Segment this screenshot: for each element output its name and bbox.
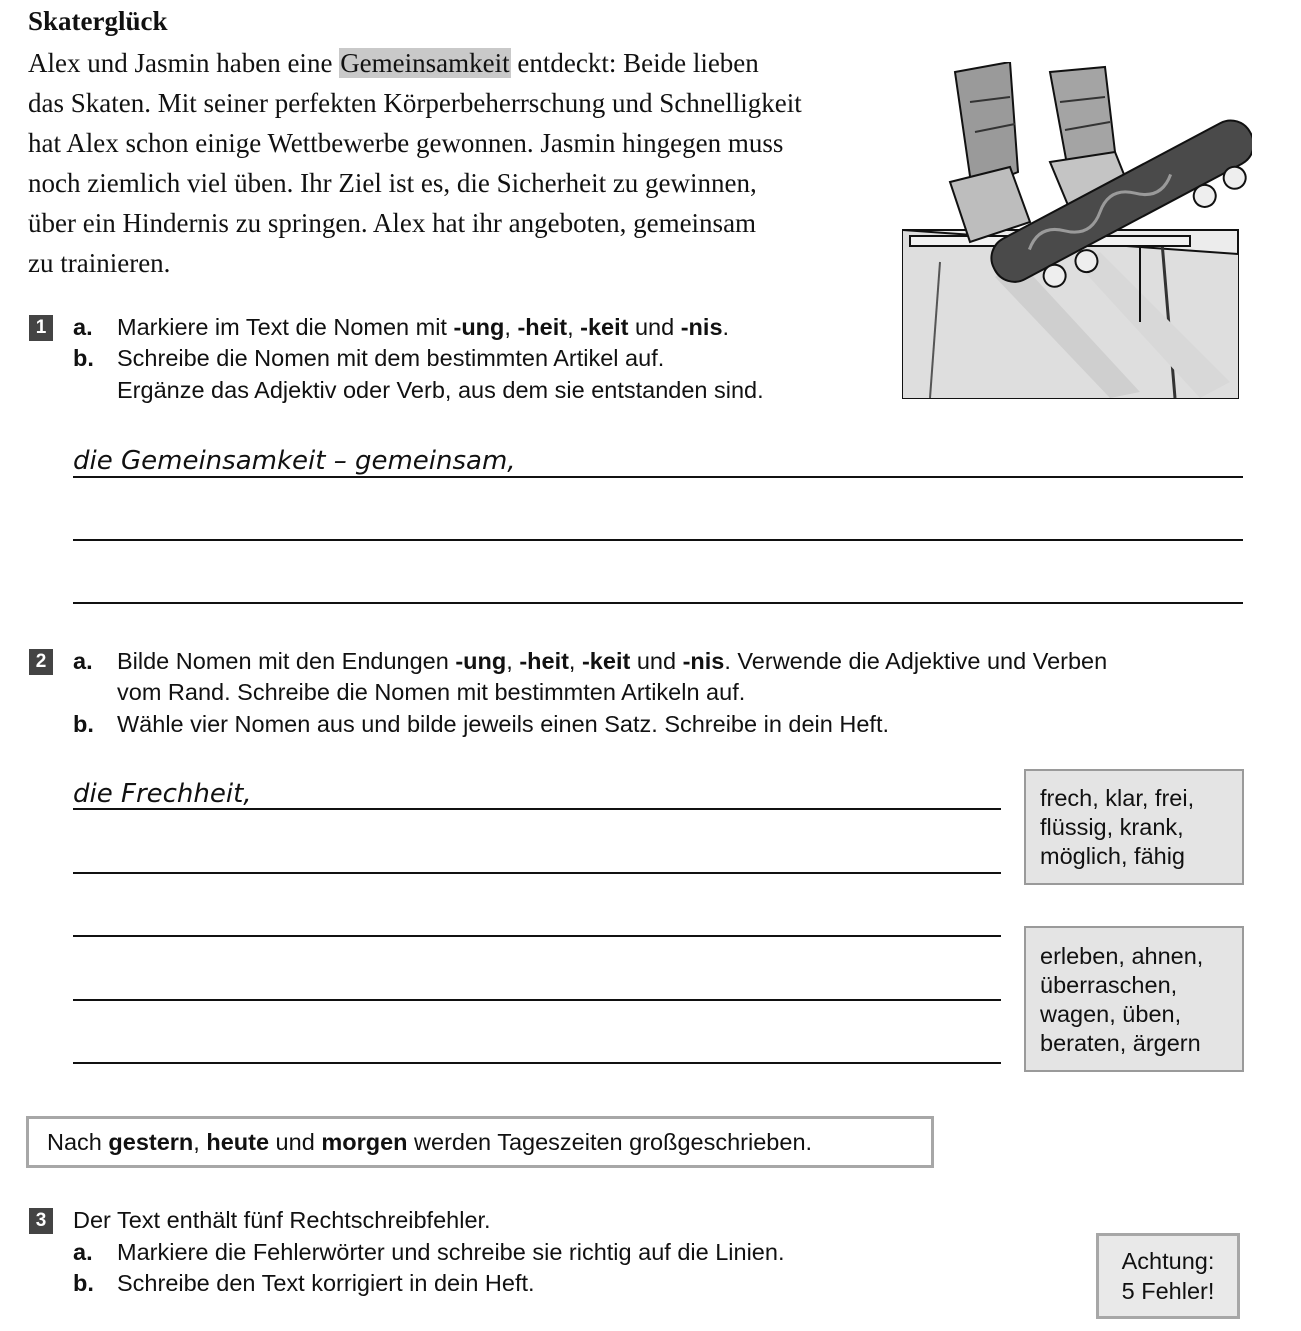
task-text: [117, 312, 729, 342]
answer-line[interactable]: [73, 1062, 1001, 1064]
task-text: Wähle vier Nomen aus und bilde jeweils einen Satz. Schreibe in dein Heft.: [117, 711, 890, 737]
warning-box: [1096, 1233, 1240, 1319]
task-text-segment: ,: [506, 648, 520, 674]
task-number-2: 2: [29, 649, 53, 675]
ending-heit: -heit: [517, 314, 568, 340]
task-text-segment: und: [630, 648, 683, 674]
example-answer-2: die Frechheit,: [73, 779, 252, 809]
word-box-line: flüssig, krank,: [1040, 814, 1184, 840]
task2-b: [73, 709, 890, 739]
task-label: b.: [73, 345, 94, 371]
task-label: a.: [73, 1239, 93, 1265]
warning-line: 5 Fehler!: [1121, 1278, 1215, 1304]
word-box-adjectives: [1024, 769, 1244, 885]
task-text-segment: ,: [568, 648, 582, 674]
task-label: a.: [73, 314, 93, 340]
task-text: Schreibe den Text korrigiert in dein Heft.: [117, 1270, 535, 1296]
task-text: vom Rand. Schreibe die Nomen mit bestimmten Artikeln auf.: [117, 679, 746, 705]
rule-keyword: heute: [206, 1129, 270, 1155]
task-text: [117, 646, 1107, 676]
task-text-segment: ,: [567, 314, 581, 340]
word-box-line: möglich, fähig: [1040, 843, 1185, 869]
highlighted-word: Gemeinsamkeit: [340, 48, 510, 78]
story-text: [28, 43, 878, 283]
ending-ung: -ung: [453, 314, 505, 340]
rule-keyword: gestern: [108, 1129, 194, 1155]
task-text: Ergänze das Adjektiv oder Verb, aus dem sie entstanden sind.: [117, 377, 764, 403]
rule-text: und: [269, 1129, 322, 1155]
answer-line[interactable]: [73, 872, 1001, 874]
task1-b: [73, 343, 665, 373]
word-box-line: frech, klar, frei,: [1040, 785, 1195, 811]
example-answer-1: die Gemeinsamkeit – gemeinsam,: [73, 446, 516, 476]
task2-a-continued: [73, 677, 746, 707]
ending-nis: -nis: [680, 314, 723, 340]
task-text-segment: Markiere im Text die Nomen mit: [117, 314, 454, 340]
rule-text: ,: [193, 1129, 207, 1155]
answer-line[interactable]: [73, 602, 1243, 604]
story-text-segment: Alex und Jasmin haben eine: [28, 48, 340, 78]
answer-line[interactable]: [73, 935, 1001, 937]
task-text-segment: Bilde Nomen mit den Endungen: [117, 648, 456, 674]
warning-line: Achtung:: [1121, 1248, 1215, 1274]
answer-line[interactable]: [73, 999, 1001, 1001]
answer-line[interactable]: [73, 476, 1243, 478]
task-text: Schreibe die Nomen mit dem bestimmten Artikel auf.: [117, 345, 665, 371]
skateboard-illustration: [900, 62, 1252, 404]
word-box-line: wagen, üben,: [1040, 1001, 1182, 1027]
task-label: b.: [73, 1270, 94, 1296]
story-line: noch ziemlich viel üben. Ihr Ziel ist es, die Sicherheit zu gewinnen,: [28, 168, 757, 198]
story-line: [28, 43, 878, 83]
rule-text: werden Tageszeiten großgeschrieben.: [407, 1129, 813, 1155]
rule-box: [26, 1116, 934, 1168]
ending-keit: -keit: [580, 314, 629, 340]
task2-a: [73, 646, 1108, 676]
ending-heit: -heit: [519, 648, 569, 674]
task-label: a.: [73, 648, 93, 674]
rule-text: Nach: [47, 1129, 109, 1155]
story-line: über ein Hindernis zu springen. Alex hat ihr angeboten, gemeinsam: [28, 208, 757, 238]
story-line: das Skaten. Mit seiner perfekten Körperbeherrschung und Schnelligkeit: [28, 88, 802, 118]
task-number-1: 1: [29, 315, 53, 341]
word-box-line: erleben, ahnen,: [1040, 943, 1204, 969]
word-box-line: beraten, ärgern: [1040, 1030, 1201, 1056]
word-box-line: überraschen,: [1040, 972, 1178, 998]
ending-ung: -ung: [455, 648, 507, 674]
worksheet-title: Skaterglück: [28, 6, 168, 36]
task-text-segment: .: [722, 314, 730, 340]
task1-b-continued: [73, 375, 764, 405]
task-number-3: 3: [29, 1208, 53, 1234]
task-label: b.: [73, 711, 94, 737]
answer-line[interactable]: [73, 808, 1001, 810]
story-line: hat Alex schon einige Wettbewerbe gewonnen. Jasmin hingegen muss: [28, 128, 784, 158]
task3-intro: Der Text enthält fünf Rechtschreibfehler.: [73, 1207, 491, 1233]
story-text-segment: entdeckt: Beide lieben: [510, 48, 759, 78]
task1-a: [73, 312, 730, 342]
task3-a: [73, 1237, 785, 1267]
task-text-segment: ,: [504, 314, 518, 340]
word-box-verbs: [1024, 926, 1244, 1072]
rule-keyword: morgen: [321, 1129, 408, 1155]
ending-keit: -keit: [581, 648, 631, 674]
answer-line[interactable]: [73, 539, 1243, 541]
task-text-segment: . Verwende die Adjektive und Verben: [724, 648, 1108, 674]
task-text: Markiere die Fehlerwörter und schreibe sie richtig auf die Linien.: [117, 1239, 785, 1265]
task-text-segment: und: [628, 314, 681, 340]
story-line: zu trainieren.: [28, 248, 171, 278]
ending-nis: -nis: [682, 648, 725, 674]
task3-b: [73, 1268, 535, 1298]
